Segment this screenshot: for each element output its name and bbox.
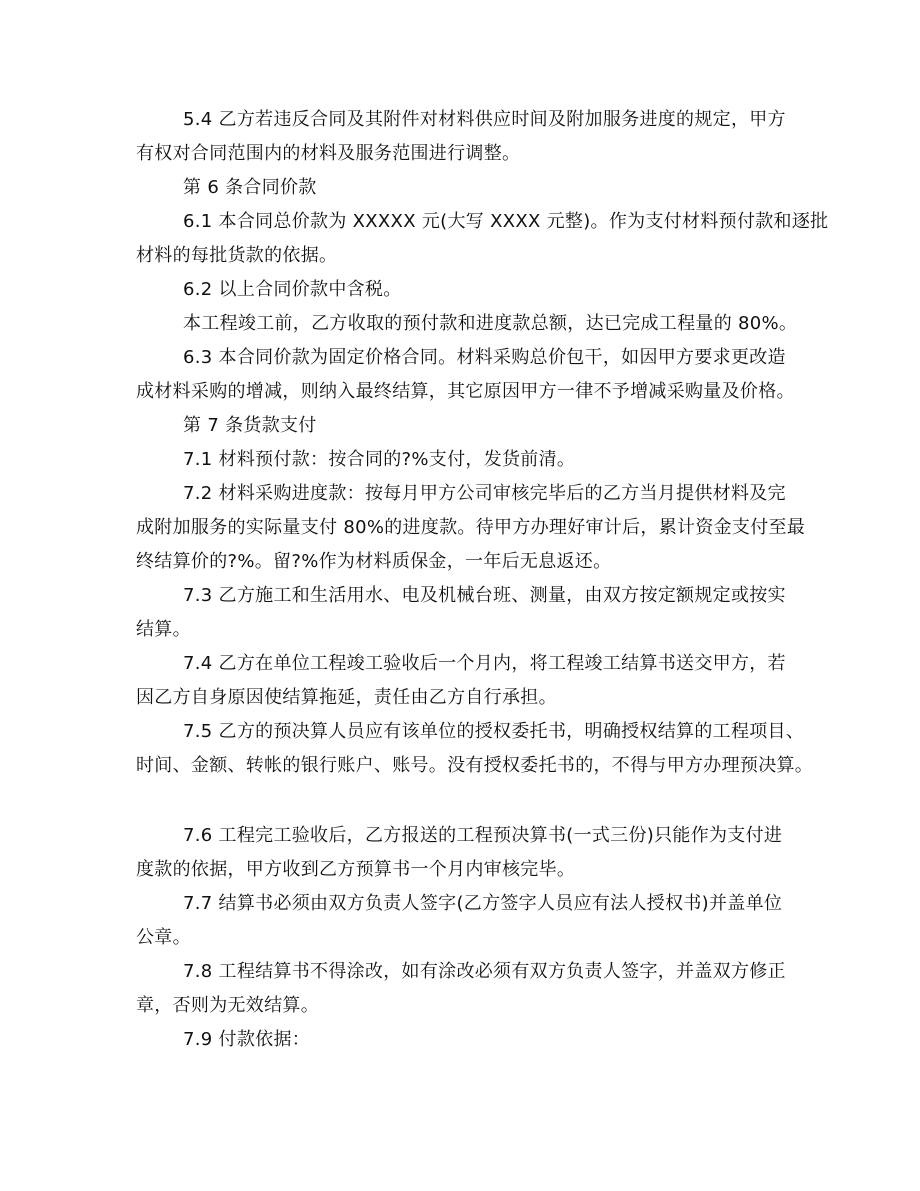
clause-6-2: 6.2 以上合同价款中含税。: [183, 279, 402, 300]
clause-7-6-line-1: 7.6 工程完工验收后，乙方报送的工程预决算书(一式三份)只能作为支付进: [183, 825, 783, 846]
clause-7-9: 7.9 付款依据：: [183, 1029, 311, 1050]
clause-7-3-line-1: 7.3 乙方施工和生活用水、电及机械台班、测量，由双方按定额规定或按实: [183, 585, 786, 606]
clause-5-4-line-2: 有权对合同范围内的材料及服务范围进行调整。: [136, 143, 521, 164]
article-6-heading: 第 6 条合同价款: [183, 177, 317, 198]
clause-7-2-line-1: 7.2 材料采购进度款：按每月甲方公司审核完毕后的乙方当月提供材料及完: [183, 483, 786, 504]
article-7-heading: 第 7 条货款支付: [183, 415, 317, 436]
clause-6-3-line-1: 6.3 本合同价款为固定价格合同。材料采购总价包干，如因甲方要求更改造: [183, 347, 786, 368]
clause-7-3-line-2: 结算。: [136, 619, 191, 640]
clause-7-4-line-1: 7.4 乙方在单位工程竣工验收后一个月内，将工程竣工结算书送交甲方，若: [183, 653, 786, 674]
clause-6-1-line-2: 材料的每批货款的依据。: [136, 245, 338, 266]
clause-7-4-line-2: 因乙方自身原因使结算拖延，责任由乙方自行承担。: [136, 687, 557, 708]
completion-payment-note: 本工程竣工前，乙方收取的预付款和进度款总额，达已完成工程量的 80%。: [183, 313, 798, 334]
clause-6-1-line-1: 6.1 本合同总价款为 XXXXX 元(大写 XXXX 元整)。作为支付材料预付款和逐批: [183, 211, 829, 232]
clause-6-3-line-2: 成材料采购的增减，则纳入最终结算，其它原因甲方一律不予增减采购量及价格。: [136, 381, 795, 402]
clause-7-1: 7.1 材料预付款：按合同的?%支付，发货前清。: [183, 449, 576, 470]
clause-7-5-line-1: 7.5 乙方的预决算人员应有该单位的授权委托书，明确授权结算的工程项目、: [183, 721, 805, 742]
clause-7-8-line-1: 7.8 工程结算书不得涂改，如有涂改必须有双方负责人签字，并盖双方修正: [183, 961, 786, 982]
clause-7-2-line-2: 成附加服务的实际量支付 80%的进度款。待甲方办理好审计后，累计资金支付至最: [136, 517, 806, 538]
clause-7-7-line-2: 公章。: [136, 927, 191, 948]
clause-7-6-line-2: 度款的依据，甲方收到乙方预算书一个月内审核完毕。: [136, 859, 576, 880]
clause-7-8-line-2: 章，否则为无效结算。: [136, 995, 319, 1016]
clause-7-5-line-2: 时间、金额、转帐的银行账户、账号。没有授权委托书的，不得与甲方办理预决算。: [136, 755, 814, 776]
clause-7-7-line-1: 7.7 结算书必须由双方负责人签字(乙方签字人员应有法人授权书)并盖单位: [183, 893, 783, 914]
clause-5-4-line-1: 5.4 乙方若违反合同及其附件对材料供应时间及附加服务进度的规定，甲方: [183, 109, 786, 130]
clause-7-2-line-3: 终结算价的?%。留?%作为材料质保金，一年后无息返还。: [136, 551, 612, 572]
